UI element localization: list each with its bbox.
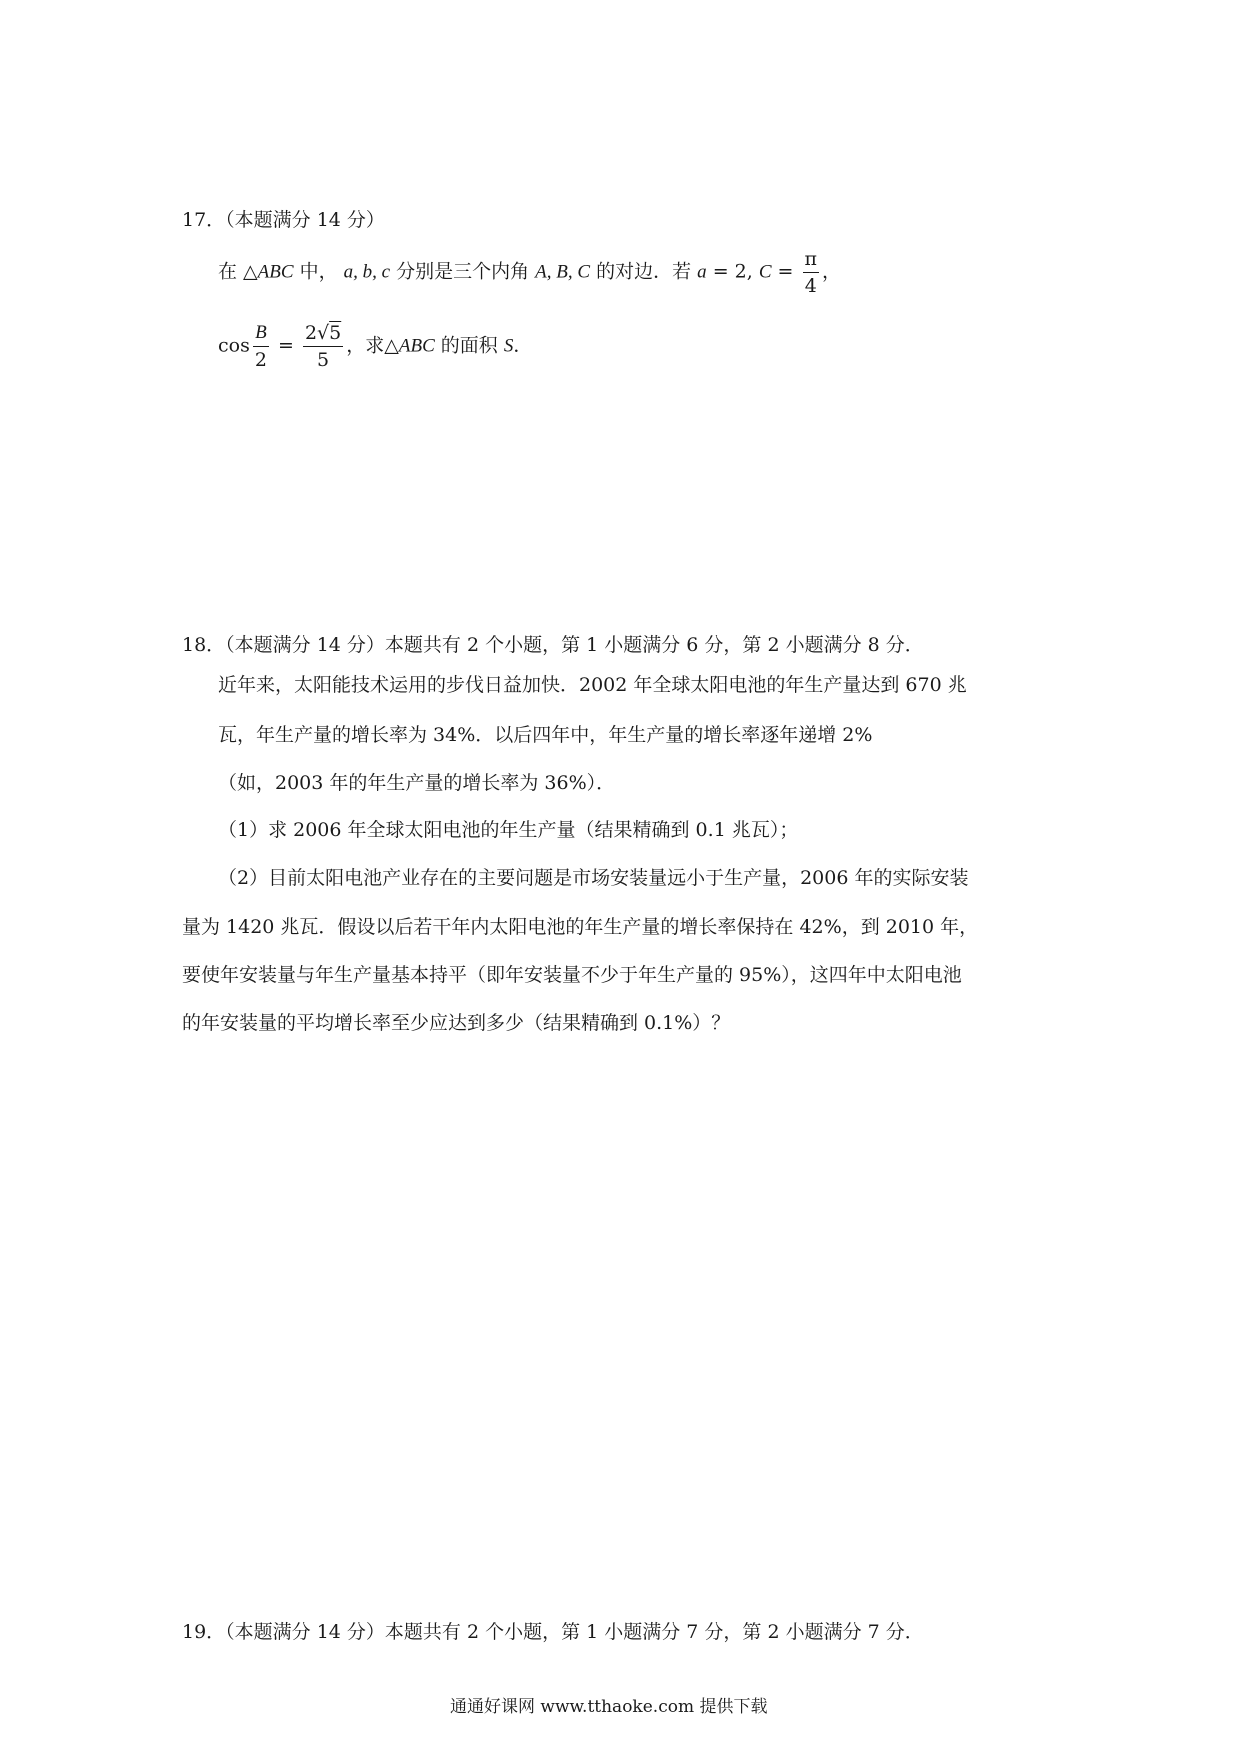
page-footer: 通通好课网 www.tthaoke.com 提供下载 bbox=[450, 1697, 768, 1717]
q17-header: 17．（本题满分 14 分） bbox=[182, 209, 385, 231]
two-root5-over-5-fraction: $\frac{2√5}{5}$ bbox=[304, 322, 342, 371]
q18-header: 18．（本题满分 14 分）本题共有 2 个小题，第 1 小题满分 6 分，第 2 小题满分 8 分． bbox=[182, 634, 924, 656]
q19-header: 19．（本题满分 14 分）本题共有 2 个小题，第 1 小题满分 7 分，第 2 小题满分 7 分． bbox=[182, 1621, 924, 1643]
q18-subquestion-2-line1: （2）目前太阳电池产业存在的主要问题是市场安装量远小于生产量，2006 年的实际安装 bbox=[218, 867, 969, 889]
q18-subquestion-2-line3: 要使年安装量与年生产量基本持平（即年安装量不少于年生产量的 95%），这四年中太阳电池 bbox=[182, 964, 962, 986]
q18-paragraph-line3: （如，2003 年的年生产量的增长率为 36%）． bbox=[218, 772, 616, 794]
q17-statement-line1: 在 △ABC 中， a, b, c 分别是三个内角 A, B, C 的对边．若 a = 2, C = $\frac{\pi}{4}$ ， bbox=[218, 248, 842, 297]
q18-subquestion-2-line4: 的年安装量的平均增长率至少应达到多少（结果精确到 0.1%）？ bbox=[182, 1012, 731, 1034]
q18-paragraph-line2: 瓦，年生产量的增长率为 34%．以后四年中，年生产量的增长率逐年递增 2% bbox=[218, 724, 873, 746]
q17-statement-line2: cos $\frac{B}{2}$ = $\frac{2√5}{5}$ ，求△ABC 的面积 S． bbox=[218, 322, 533, 371]
pi-over-4-fraction: $\frac{\pi}{4}$ bbox=[804, 248, 818, 297]
q18-subquestion-2-line2: 量为 1420 兆瓦．假设以后若干年内太阳电池的年生产量的增长率保持在 42%，到 2010 年， bbox=[182, 916, 979, 938]
q18-subquestion-1: （1）求 2006 年全球太阳电池的年生产量（结果精确到 0.1 兆瓦）； bbox=[218, 819, 799, 841]
q18-paragraph-line1: 近年来，太阳能技术运用的步伐日益加快．2002 年全球太阳电池的年生产量达到 670 兆 bbox=[218, 674, 967, 696]
b-over-2-fraction: $\frac{B}{2}$ bbox=[254, 322, 267, 371]
